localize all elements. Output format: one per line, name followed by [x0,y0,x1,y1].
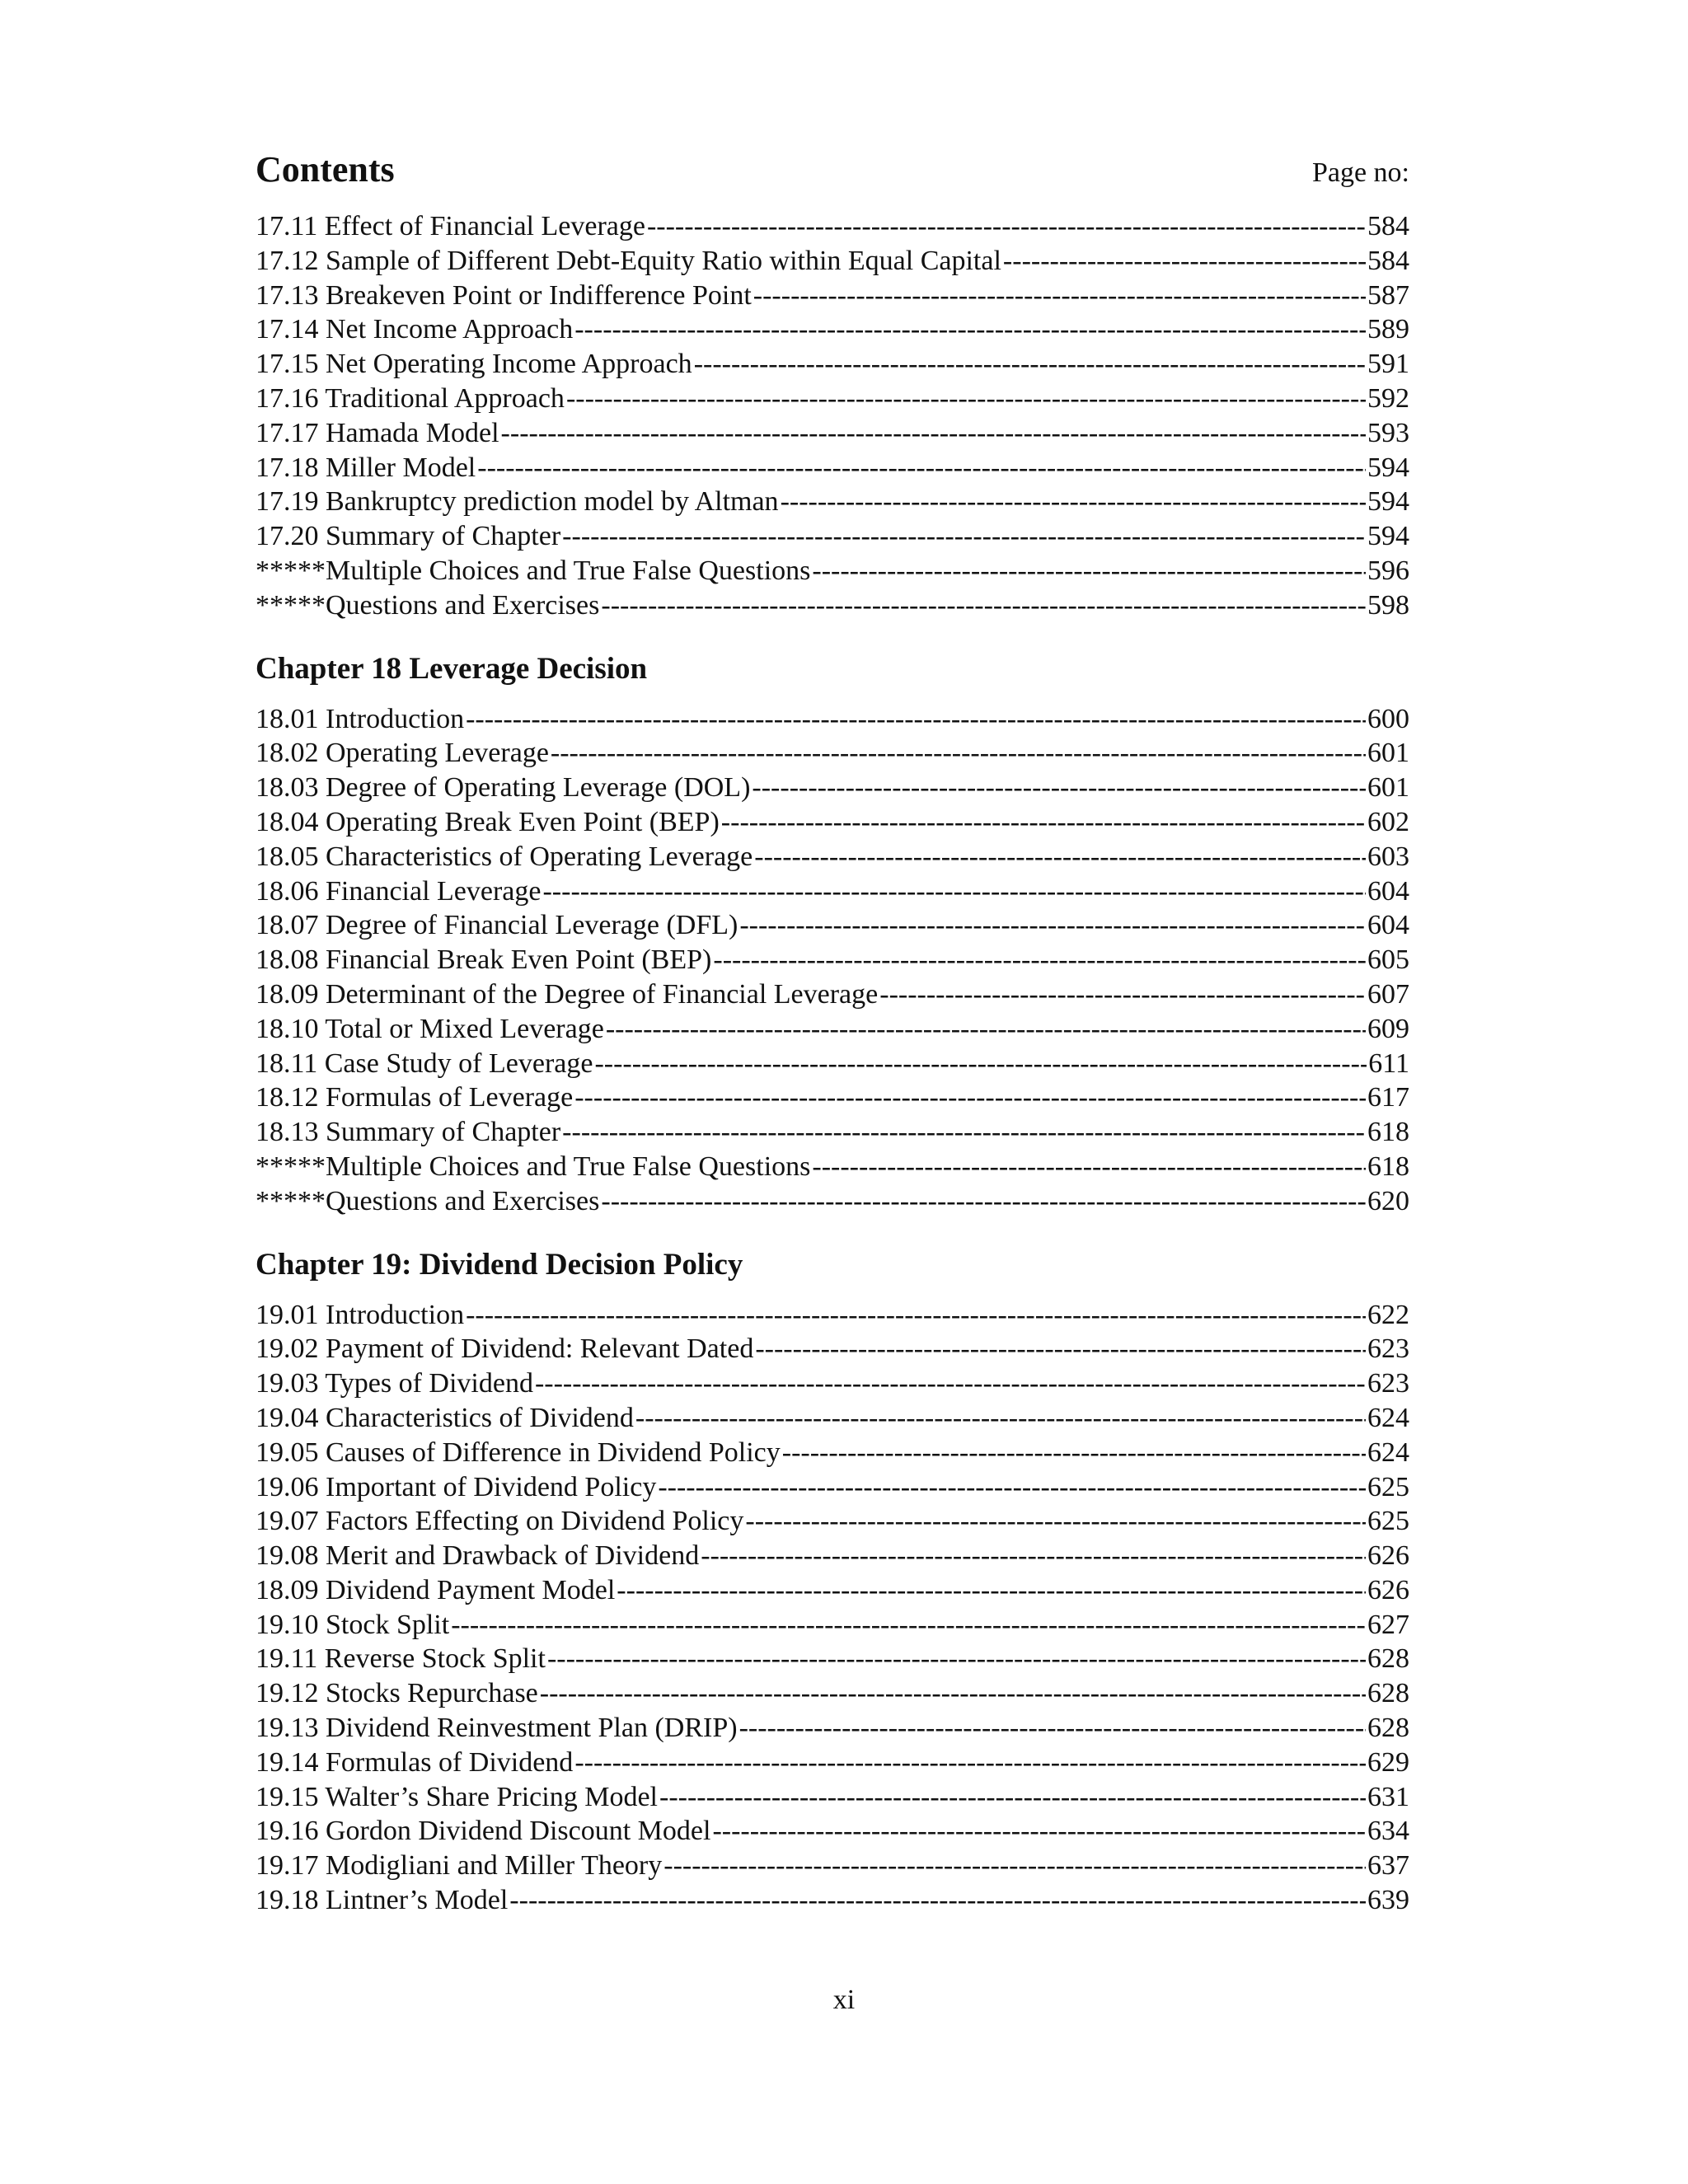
toc-entry-page: 592 [1367,382,1409,414]
toc-entry[interactable] [256,908,1409,943]
toc-entry-label: 19.05 Causes of Difference in Dividend Policy [256,1436,781,1468]
toc-leader-dashes [712,1814,1366,1849]
toc-leader-dashes [477,451,1366,485]
toc-entry-page: 600 [1367,703,1409,734]
toc-entry-label: 19.13 Dividend Reinvestment Plan (DRIP) [256,1713,738,1744]
toc-entry-label: 19.10 Stock Split [256,1609,450,1640]
toc-entry[interactable] [256,1642,1409,1676]
toc-entry-label: 17.17 Hamada Model [256,417,499,448]
toc-leader-dashes [617,1573,1366,1608]
toc-entry[interactable] [256,1539,1409,1573]
contents-page [256,148,1409,1918]
toc-entry[interactable] [256,1012,1409,1047]
toc-leader-dashes [540,1676,1366,1711]
toc-entry-label: 19.18 Lintner’s Model [256,1885,509,1916]
toc-leader-dashes [701,1539,1366,1573]
toc-entry-page: 601 [1367,772,1409,804]
toc-entry[interactable] [256,1814,1409,1849]
toc-entry-page: 626 [1367,1540,1409,1572]
toc-leader-dashes [594,1047,1367,1081]
toc-leader-dashes [659,1780,1366,1815]
toc-entry-label: 17.11 Effect of Financial Leverage [256,211,645,241]
toc-entry[interactable] [256,347,1409,382]
toc-entry-label: 18.07 Degree of Financial Leverage (DFL) [256,910,738,941]
chapter-heading[interactable]: Chapter 19: Dividend Decision Policy [256,1247,743,1282]
toc-entry[interactable] [256,736,1409,771]
toc-list-chapter-17 [256,209,1409,623]
toc-entry[interactable] [256,1332,1409,1366]
toc-entry-label: 19.06 Important of Dividend Policy [256,1471,657,1502]
toc-entry-page: 624 [1367,1402,1409,1433]
toc-entry-label: *****Questions and Exercises [256,1185,600,1216]
toc-entry-page: 623 [1367,1368,1409,1399]
toc-entry-page: 593 [1367,417,1409,448]
toc-entry-page: 603 [1367,841,1409,872]
toc-leader-dashes [509,1883,1366,1918]
toc-entry[interactable] [256,1504,1409,1539]
toc-entry[interactable] [256,588,1409,623]
toc-entry[interactable] [256,1849,1409,1883]
toc-entry-page: 605 [1367,944,1409,976]
toc-entry-label: 19.07 Factors Effecting on Dividend Policy [256,1506,744,1537]
toc-entry-label: 19.03 Types of Dividend [256,1368,533,1399]
toc-entry-label: 19.15 Walter’s Share Pricing Model [256,1781,658,1812]
toc-leader-dashes [601,588,1366,623]
toc-entry-label: 17.15 Net Operating Income Approach [256,349,692,380]
toc-entry-label: 17.16 Traditional Approach [256,382,565,414]
toc-leader-dashes [466,1298,1366,1333]
toc-entry-page: 604 [1367,875,1409,907]
chapter-heading[interactable]: Chapter 18 Leverage Decision [256,651,648,686]
toc-entry[interactable] [256,209,1409,244]
toc-entry-label: 18.05 Characteristics of Operating Leverage [256,841,753,872]
toc-entry-page: 604 [1367,910,1409,941]
toc-leader-dashes [755,1332,1366,1366]
toc-leader-dashes [721,805,1366,840]
toc-entry-label: 19.16 Gordon Dividend Discount Model [256,1816,711,1847]
toc-leader-dashes [535,1366,1366,1401]
toc-entry[interactable] [256,1401,1409,1436]
toc-entry[interactable] [256,554,1409,588]
toc-leader-dashes [1003,244,1366,279]
toc-entry[interactable] [256,382,1409,416]
toc-entry-page: 594 [1367,521,1409,552]
toc-entry-label: *****Questions and Exercises [256,589,600,621]
toc-entry-label: 19.04 Characteristics of Dividend [256,1402,634,1433]
toc-entry-label: 17.20 Summary of Chapter [256,521,561,552]
toc-entry[interactable] [256,1470,1409,1505]
toc-entry-label: 18.08 Financial Break Even Point (BEP) [256,944,712,976]
toc-entry[interactable] [256,702,1409,737]
toc-entry-label: 18.13 Summary of Chapter [256,1117,561,1148]
toc-entry-page: 594 [1367,452,1409,483]
toc-entry-label: 18.11 Case Study of Leverage [256,1047,593,1079]
toc-leader-dashes [739,1711,1366,1746]
toc-entry[interactable] [256,1780,1409,1815]
toc-entry-label: 19.11 Reverse Stock Split [256,1643,546,1675]
toc-entry[interactable] [256,1746,1409,1780]
toc-entry-page: 596 [1367,555,1409,586]
toc-entry-label: 19.01 Introduction [256,1299,465,1330]
toc-entry-label: 19.08 Merit and Drawback of Dividend [256,1540,700,1572]
toc-entry-label: *****Multiple Choices and True False Questions [256,1151,811,1182]
toc-entry-label: 17.13 Breakeven Point or Indifference Point [256,279,752,311]
toc-entry-label: 18.02 Operating Leverage [256,738,549,769]
toc-leader-dashes [739,908,1366,943]
toc-entry-label: 18.06 Financial Leverage [256,875,542,907]
toc-entry-page: 634 [1367,1816,1409,1847]
toc-list-chapter-18 [256,702,1409,1219]
toc-leader-dashes [812,1150,1366,1184]
toc-leader-dashes [542,874,1366,909]
toc-entry[interactable] [256,485,1409,519]
toc-entry-page: 620 [1367,1185,1409,1216]
toc-entry[interactable] [256,1676,1409,1711]
toc-leader-dashes [754,840,1366,874]
toc-leader-dashes [574,1080,1366,1115]
toc-entry-page: 587 [1367,279,1409,311]
toc-entry-page: 591 [1367,349,1409,380]
toc-entry[interactable] [256,771,1409,805]
toc-entry[interactable] [256,1573,1409,1608]
toc-entry[interactable] [256,312,1409,347]
toc-entry-label: 19.14 Formulas of Dividend [256,1746,574,1778]
toc-leader-dashes [551,736,1366,771]
toc-entry-page: 584 [1367,245,1409,276]
toc-entry-page: 611 [1368,1047,1409,1079]
toc-entry-page: 609 [1367,1013,1409,1044]
toc-leader-dashes [879,977,1366,1012]
contents-header [256,148,1409,199]
toc-entry-page: 623 [1367,1333,1409,1365]
toc-entry-page: 618 [1367,1151,1409,1182]
toc-entry-page: 589 [1367,314,1409,345]
toc-leader-dashes [466,702,1366,737]
toc-entry[interactable] [256,943,1409,977]
toc-entry[interactable] [256,977,1409,1012]
toc-entry-page: 622 [1367,1299,1409,1330]
toc-entry[interactable] [256,1608,1409,1643]
toc-entry[interactable] [256,1711,1409,1746]
toc-entry-label: 18.01 Introduction [256,703,465,734]
toc-entry-label: *****Multiple Choices and True False Questions [256,555,811,586]
toc-entry-page: 601 [1367,738,1409,769]
toc-entry[interactable] [256,840,1409,874]
toc-entry[interactable] [256,805,1409,840]
toc-entry[interactable] [256,451,1409,485]
toc-entry-page: 617 [1367,1082,1409,1113]
toc-entry[interactable] [256,1047,1409,1081]
toc-entry-page: 594 [1367,486,1409,518]
toc-entry-label: 19.17 Modigliani and Miller Theory [256,1850,663,1882]
toc-leader-dashes [647,209,1366,244]
toc-entry-label: 19.12 Stocks Repurchase [256,1678,538,1709]
toc-leader-dashes [658,1470,1366,1505]
toc-leader-dashes [606,1012,1366,1047]
toc-entry[interactable] [256,1150,1409,1184]
toc-entry-page: 618 [1367,1117,1409,1148]
toc-entry-page: 639 [1367,1885,1409,1916]
toc-entry-page: 624 [1367,1436,1409,1468]
toc-entry-page: 607 [1367,978,1409,1010]
toc-entry[interactable] [256,1298,1409,1333]
toc-entry-page: 626 [1367,1574,1409,1605]
toc-entry[interactable] [256,244,1409,279]
toc-leader-dashes [663,1849,1366,1883]
toc-leader-dashes [635,1401,1366,1436]
toc-entry-page: 628 [1367,1643,1409,1675]
toc-list-chapter-19 [256,1298,1409,1918]
toc-leader-dashes [694,347,1366,382]
toc-entry-page: 627 [1367,1609,1409,1640]
toc-entry-label: 18.10 Total or Mixed Leverage [256,1013,604,1044]
toc-leader-dashes [566,382,1366,416]
toc-entry-page: 628 [1367,1713,1409,1744]
toc-entry[interactable] [256,279,1409,313]
toc-entry[interactable] [256,1080,1409,1115]
toc-entry-label: 18.09 Dividend Payment Model [256,1574,616,1605]
toc-leader-dashes [562,519,1366,554]
toc-leader-dashes [547,1642,1366,1676]
toc-entry-page: 584 [1367,211,1409,241]
toc-leader-dashes [752,771,1366,805]
toc-entry[interactable] [256,1184,1409,1219]
toc-entry[interactable] [256,1883,1409,1918]
toc-entry-page: 602 [1367,806,1409,837]
toc-entry-label: 18.03 Degree of Operating Leverage (DOL) [256,772,751,804]
toc-entry-page: 629 [1367,1746,1409,1778]
toc-entry-page: 631 [1367,1781,1409,1812]
page-no-column-label: Page no: [1311,157,1409,188]
toc-leader-dashes [451,1608,1366,1643]
toc-entry[interactable] [256,1366,1409,1401]
toc-entry-page: 625 [1367,1471,1409,1502]
toc-leader-dashes [562,1115,1366,1150]
page-number-footer: xi [832,1985,856,2015]
toc-entry-page: 625 [1367,1506,1409,1537]
page-title: Contents [256,149,395,190]
toc-entry[interactable] [256,519,1409,554]
toc-leader-dashes [574,1746,1366,1780]
toc-entry[interactable] [256,874,1409,909]
toc-entry-label: 17.19 Bankruptcy prediction model by Altman [256,486,779,518]
toc-leader-dashes [601,1184,1366,1219]
toc-entry-page: 598 [1367,589,1409,621]
toc-leader-dashes [501,416,1366,451]
toc-leader-dashes [574,312,1366,347]
toc-entry-label: 18.09 Determinant of the Degree of Financial Leverage [256,978,879,1010]
toc-entry-label: 17.18 Miller Model [256,452,476,483]
toc-entry[interactable] [256,1436,1409,1470]
toc-leader-dashes [745,1504,1366,1539]
toc-leader-dashes [713,943,1366,977]
toc-leader-dashes [812,554,1366,588]
toc-leader-dashes [782,1436,1366,1470]
toc-entry-label: 17.14 Net Income Approach [256,314,574,345]
toc-entry-page: 637 [1367,1850,1409,1882]
toc-entry-page: 628 [1367,1678,1409,1709]
toc-leader-dashes [781,485,1366,519]
toc-entry-label: 17.12 Sample of Different Debt-Equity Ratio within Equal Capital [256,245,1001,276]
toc-entry-label: 18.04 Operating Break Even Point (BEP) [256,806,720,837]
toc-entry-label: 19.02 Payment of Dividend: Relevant Dated [256,1333,754,1365]
toc-leader-dashes [753,279,1366,313]
toc-entry[interactable] [256,1115,1409,1150]
toc-entry-label: 18.12 Formulas of Leverage [256,1082,574,1113]
toc-entry[interactable] [256,416,1409,451]
